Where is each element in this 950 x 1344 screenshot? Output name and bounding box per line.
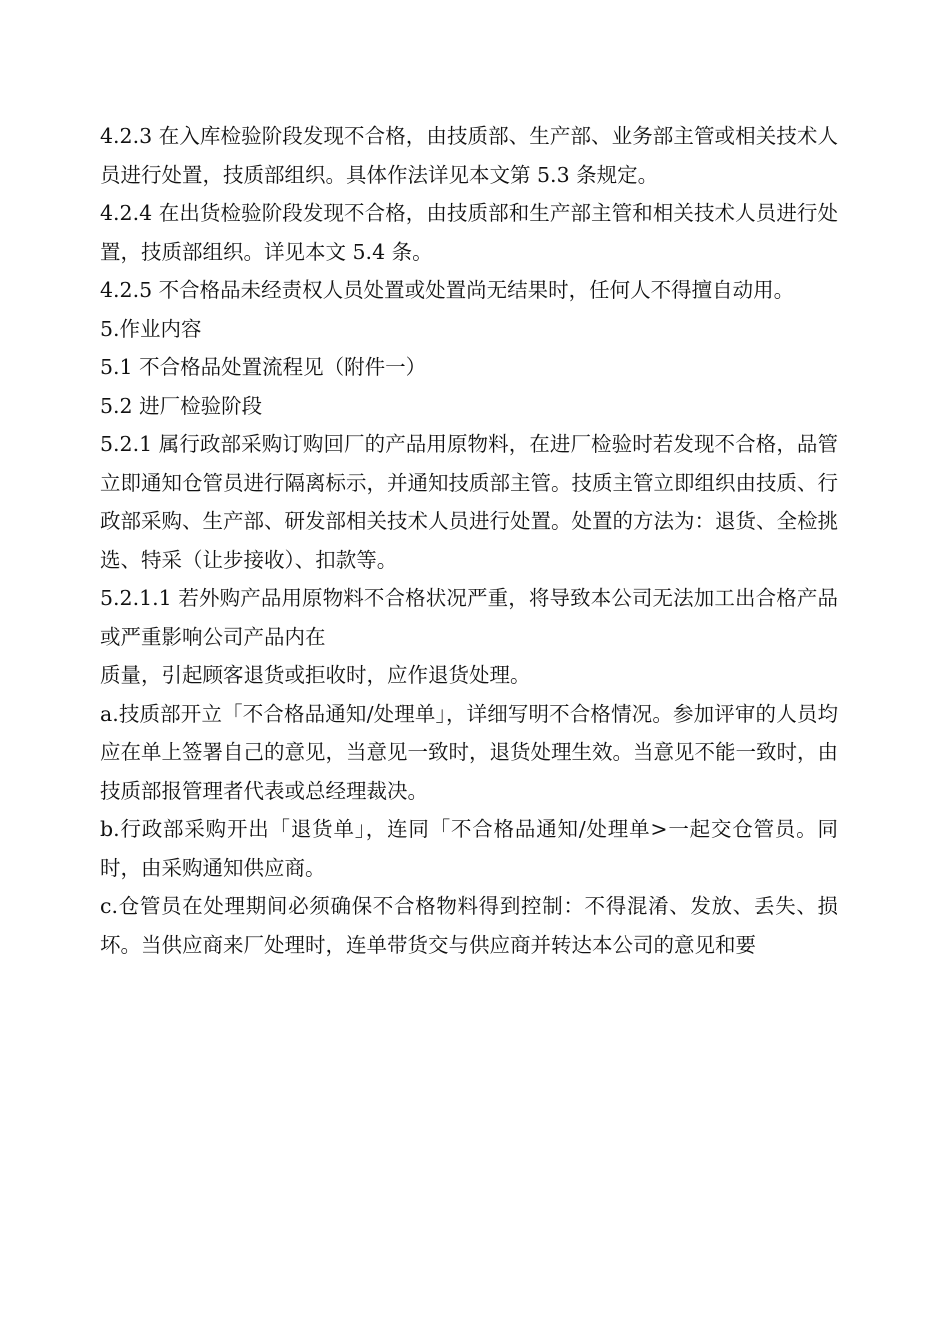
paragraph-4-2-5: 4.2.5 不合格品未经责权人员处置或处置尚无结果时，任何人不得擅自动用。	[100, 278, 795, 302]
document-body	[100, 117, 838, 964]
section-heading-5: 5.作业内容	[100, 316, 202, 341]
paragraph-5-2-1-1-continued: 质量，引起顾客退货或拒收时，应作退货处理。	[100, 663, 531, 687]
paragraph-5-1: 5.1 不合格品处置流程见（附件一）	[100, 355, 427, 379]
paragraph-5-2-1: 5.2.1 属行政部采购订购回厂的产品用原物料，在进厂检验时若发现不合格，品管立即通知仓管员进行隔离标示，并通知技质部主管。技质主管立即组织由技质、行政部采购、生产部、研发部相关技术人员进行处置。处置的方法为：退货、全检挑选、特采（让步接收）、扣款等。	[100, 432, 838, 572]
paragraph-item-a: a.技质部开立「不合格品通知/处理单」，详细写明不合格情况。参加评审的人员均应在单上签署自己的意见，当意见一致时，退货处理生效。当意见不能一致时，由技质部报管理者代表或总经理裁决。	[100, 701, 838, 803]
paragraph-4-2-4: 4.2.4 在出货检验阶段发现不合格，由技质部和生产部主管和相关技术人员进行处置，技质部组织。详见本文 5.4 条。	[100, 201, 838, 264]
paragraph-5-2-1-1: 5.2.1.1 若外购产品用原物料不合格状况严重，将导致本公司无法加工出合格产品或严重影响公司产品内在	[100, 586, 838, 649]
paragraph-5-2: 5.2 进厂检验阶段	[100, 393, 263, 418]
paragraph-4-2-3: 4.2.3 在入库检验阶段发现不合格，由技质部、生产部、业务部主管或相关技术人员进行处置，技质部组织。具体作法详见本文第 5.3 条规定。	[100, 124, 838, 187]
paragraph-item-b: b.行政部采购开出「退货单」，连同「不合格品通知/处理单>一起交仓管员。同时，由采购通知供应商。	[100, 817, 838, 880]
paragraph-item-c: c.仓管员在处理期间必须确保不合格物料得到控制：不得混淆、发放、丢失、损坏。当供应商来厂处理时，连单带货交与供应商并转达本公司的意见和要	[100, 894, 838, 957]
